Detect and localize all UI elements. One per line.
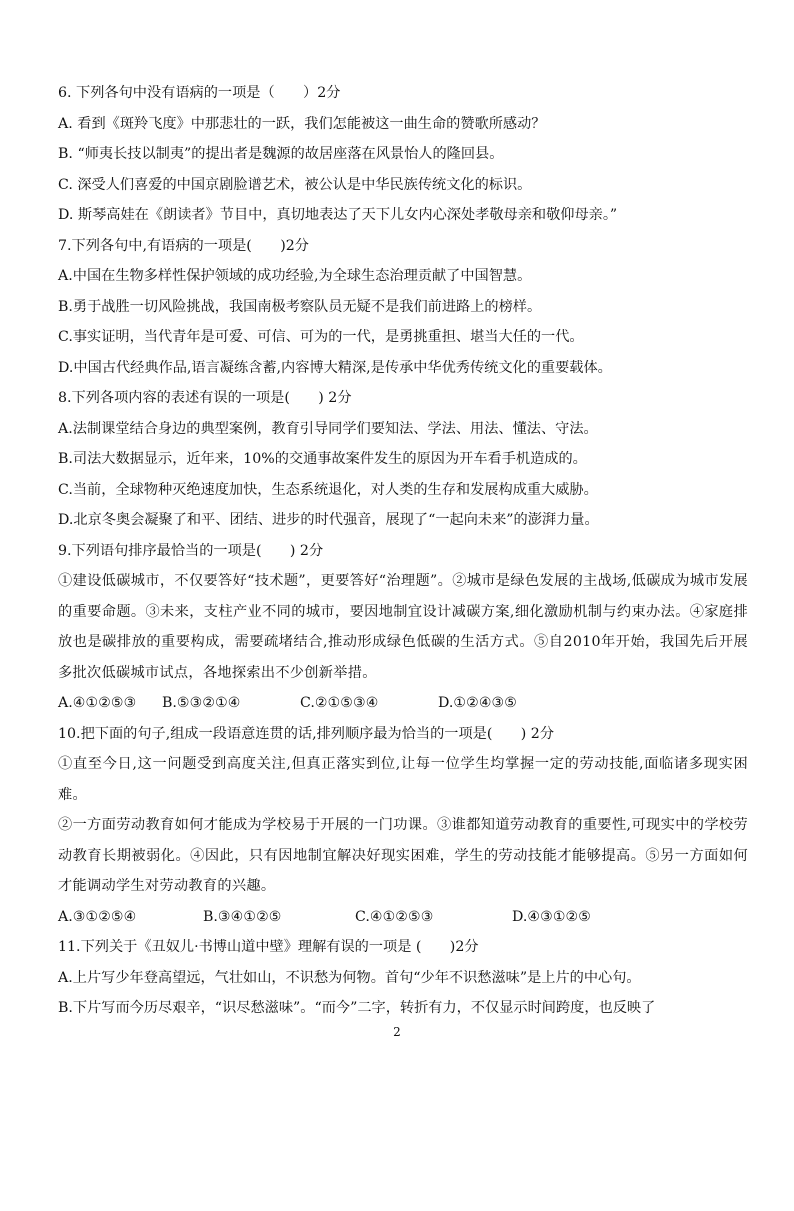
question-9-option-a: A.④①②⑤③ [58, 695, 137, 711]
question-10 [58, 719, 748, 933]
question-7-option-b: B.勇于战胜一切风险挑战，我国南极考察队员无疑不是我们前进路上的榜样。 [58, 298, 542, 315]
question-9-options [58, 688, 748, 719]
question-8-title: 8.下列各项内容的表述有误的一项是( ) 2分 [58, 390, 352, 406]
question-8 [58, 383, 748, 536]
question-8-option-d: D.北京冬奥会凝聚了和平、团结、进步的时代强音，展现了“一起向未来”的澎湃力量。 [58, 512, 599, 528]
question-6-option-d: D. 斯琴高娃在《朗读者》节目中，真切地表达了天下儿女内心深处孝敬母亲和敬仰母亲。” [58, 207, 618, 223]
question-8-option-a: A.法制课堂结合身边的典型案例，教育引导同学们要知法、学法、用法、懂法、守法。 [58, 420, 598, 437]
question-6-option-b: B. “师夷长技以制夷”的提出者是魏源的故居座落在风景怡人的隆回县。 [58, 146, 504, 162]
question-7-option-a: A.中国在生物多样性保护领域的成功经验,为全球生态治理贡献了中国智慧。 [58, 268, 532, 284]
question-8-option-c: C.当前，全球物种灭绝速度加快，生态系统退化，对人类的生存和发展构成重大威胁。 [58, 481, 598, 498]
question-10-passage-2: ②一方面劳动教育如何才能成为学校易于开展的一门功课。③谁都知道劳动教育的重要性,可现实中的学校劳动教育长期被弱化。④因此，只有因地制宜解决好现实困难，学生的劳动技能才能够提高。⑤另一方面如何才能调动学生对劳动教育的兴趣。 [58, 817, 748, 894]
question-7-option-d: D.中国古代经典作品,语言凝练含蓄,内容博大精深,是传承中华优秀传统文化的重要载体。 [58, 359, 612, 376]
question-11-title: 11.下列关于《丑奴儿·书博山道中壁》理解有误的一项是 ( )2分 [58, 939, 479, 955]
question-10-title: 10.把下面的句子,组成一段语意连贯的话,排列顺序最为恰当的一项是( ) 2分 [58, 725, 555, 742]
question-6-option-c: C. 深受人们喜爱的中国京剧脸谱艺术，被公认是中华民族传统文化的标识。 [58, 176, 532, 193]
question-6 [58, 78, 748, 231]
page-number: 2 [393, 1025, 401, 1039]
question-9-option-d: D.①②④③⑤ [438, 695, 517, 711]
question-9-option-c: C.②①⑤③④ [300, 695, 379, 711]
question-10-options [58, 902, 748, 933]
question-10-option-d: D.④③①②⑤ [512, 908, 591, 925]
question-7-title: 7.下列各句中,有语病的一项是( )2分 [58, 237, 309, 254]
question-10-option-b: B.③④①②⑤ [203, 908, 282, 925]
question-7 [58, 231, 748, 384]
question-11-option-a: A.上片写少年登高望远，气壮如山，不识愁为何物。首句“少年不识愁滋味”是上片的中心句。 [58, 969, 641, 986]
question-11 [58, 932, 748, 1024]
question-10-option-c: C.④①②⑤③ [355, 908, 434, 925]
question-9 [58, 536, 748, 719]
question-10-passage-1: ①直至今日,这一问题受到高度关注,但真正落实到位,让每一位学生均掌握一定的劳动技能,面临诸多现实困难。 [58, 756, 748, 803]
question-list [58, 78, 748, 1024]
question-11-option-b: B.下片写而今历尽艰辛，“识尽愁滋味”。“而今”二字，转折有力，不仅显示时间跨度，也反映了 [58, 1000, 656, 1016]
question-9-title: 9.下列语句排序最恰当的一项是( ) 2分 [58, 542, 324, 559]
question-7-option-c: C.事实证明，当代青年是可爱、可信、可为的一代，是勇挑重担、堪当大任的一代。 [58, 329, 584, 345]
question-10-option-a: A.③①②⑤④ [58, 908, 137, 925]
question-9-option-b: B.⑤③②①④ [162, 695, 241, 711]
question-6-title: 6. 下列各句中没有语病的一项是（ ）2分 [58, 85, 341, 101]
question-8-option-b: B.司法大数据显示，近年来，10%的交通事故案件发生的原因为开车看手机造成的。 [58, 451, 587, 467]
question-6-option-a: A. 看到《斑羚飞度》中那悲壮的一跃，我们怎能被这一曲生命的赞歌所感动？ [58, 115, 546, 132]
question-9-passage: ①建设低碳城市，不仅要答好“技术题”，更要答好“治理题”。②城市是绿色发展的主战场,低碳成为城市发展的重要命题。③未来，支柱产业不同的城市，要因地制宜设计减碳方案,细化激励机制与约束办法。④家庭排放也是碳排放的重要构成，需要疏堵结合,推动形成绿色低碳的生活方式。⑤自2010年开始，我国先后开展多批次低碳城市试点，各地探索出不少创新举措。 [58, 573, 748, 681]
